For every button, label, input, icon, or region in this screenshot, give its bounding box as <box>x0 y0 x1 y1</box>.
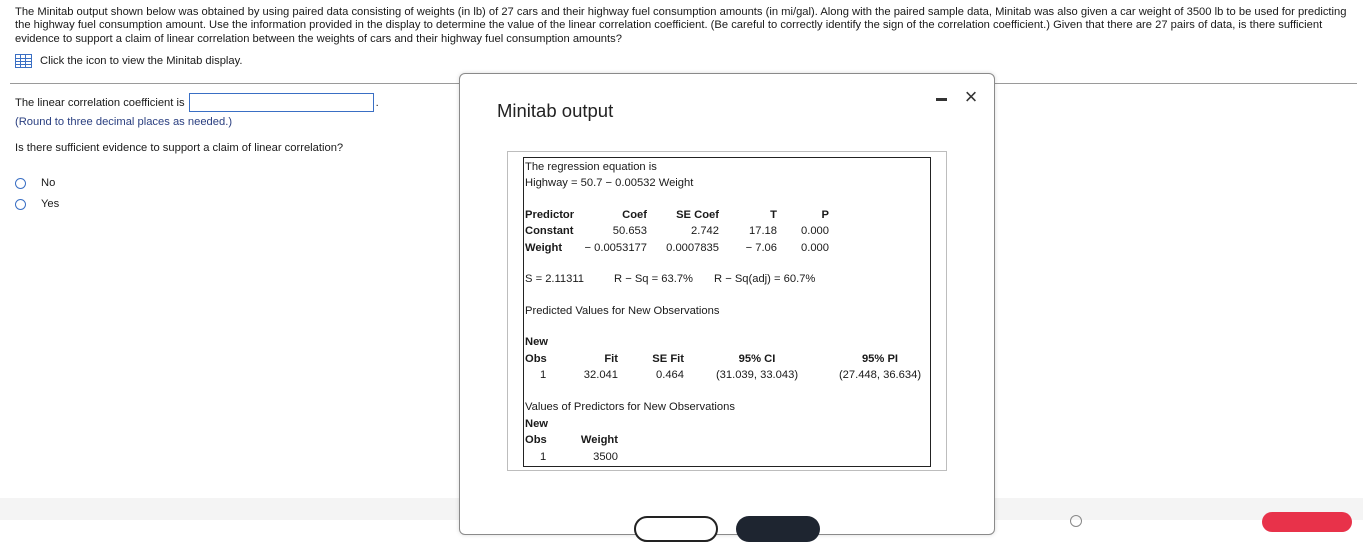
predictors-row-weight: 3500 <box>593 451 618 463</box>
coef-row-constant-p: 0.000 <box>801 225 829 237</box>
help-icon[interactable] <box>1070 515 1082 527</box>
pred-header-pi: 95% PI <box>861 353 899 365</box>
pred-header-obs: Obs <box>525 353 547 365</box>
lcc-row <box>15 93 379 112</box>
coef-header-predictor: Predictor <box>525 209 575 221</box>
close-icon[interactable]: × <box>964 84 978 109</box>
coef-header-coef: Coef <box>622 209 647 221</box>
table-grid-icon[interactable] <box>15 54 32 68</box>
minitab-output <box>523 157 931 467</box>
option-yes-label: Yes <box>41 198 60 210</box>
minitab-output-frame <box>507 151 947 471</box>
stat-rsq: R − Sq = 63.7% <box>614 273 693 285</box>
pred-header-fit: Fit <box>604 353 618 365</box>
radio-yes[interactable] <box>15 199 26 210</box>
check-answer-button[interactable] <box>1262 512 1352 532</box>
predicted-header: Predicted Values for New Observations <box>525 305 720 317</box>
coef-row-constant-name: Constant <box>525 225 574 237</box>
evidence-question: Is there sufficient evidence to support a claim of linear correlation? <box>15 142 344 154</box>
pred-row-sefit: 0.464 <box>656 369 684 381</box>
pred-new-label: New <box>525 336 549 348</box>
coef-row-weight-p: 0.000 <box>801 242 829 254</box>
pred-row-ci: (31.039, 33.043) <box>715 369 799 381</box>
coef-row-constant-secoef: 2.742 <box>691 225 719 237</box>
modal-title: Minitab output <box>497 100 614 121</box>
predictors-header-obs: Obs <box>525 434 547 446</box>
coef-row-weight-secoef: 0.0007835 <box>666 242 719 254</box>
minitab-modal <box>459 73 995 535</box>
regression-header: The regression equation is <box>525 161 657 173</box>
lcc-period: . <box>375 96 379 109</box>
pred-header-sefit: SE Fit <box>652 353 684 365</box>
predictors-header-weight: Weight <box>580 434 618 446</box>
question-text: The Minitab output shown below was obtained by using paired data consisting of weights (in lb) of 27 cars and their highway fuel consumption amounts (in mi/gal). Along with the paired sample data, Minitab was also given a car weight of 3500 lb to be used for predicting the highway fuel consumption amount. Use the information provided in the display to determine the value of the linear correlation coefficient. (Be careful to correctly identify the sign of the correlation coefficient.) Given that there are 27 pairs of data, is there sufficient evidence to support a claim of linear correlation between the weights of cars and their highway fuel consumption amounts? <box>15 6 1347 45</box>
regression-equation: Highway = 50.7 − 0.00532 Weight <box>525 177 694 189</box>
predictors-row-obs: 1 <box>540 451 547 463</box>
coef-row-weight-coef: − 0.0053177 <box>584 242 647 254</box>
coef-row-constant-t: 17.18 <box>749 225 777 237</box>
stat-s: S = 2.11311 <box>525 273 584 285</box>
coef-row-constant-coef: 50.653 <box>612 225 647 237</box>
pred-row-pi: (27.448, 36.634) <box>838 369 922 381</box>
coef-row-weight-t: − 7.06 <box>745 242 777 254</box>
option-no-label: No <box>41 177 56 189</box>
stat-rsq-adj: R − Sq(adj) = 60.7% <box>714 273 816 285</box>
coef-header-p: P <box>821 209 829 221</box>
coef-header-secoef: SE Coef <box>676 209 719 221</box>
round-note: (Round to three decimal places as needed.) <box>15 116 233 128</box>
option-yes[interactable] <box>15 198 59 210</box>
radio-no[interactable] <box>15 178 26 189</box>
lcc-label: The linear correlation coefficient is <box>15 96 185 109</box>
lcc-input[interactable] <box>189 93 374 112</box>
coef-row-weight-name: Weight <box>525 242 563 254</box>
pred-row-fit: 32.041 <box>583 369 618 381</box>
predictors-new-label: New <box>525 418 549 430</box>
predictors-header: Values of Predictors for New Observations <box>525 401 735 413</box>
pred-row-obs: 1 <box>540 369 547 381</box>
option-no[interactable] <box>15 177 55 189</box>
view-display-link[interactable] <box>15 53 243 69</box>
pred-header-ci: 95% CI <box>738 353 776 365</box>
minimize-icon[interactable] <box>936 93 948 105</box>
view-display-label: Click the icon to view the Minitab display. <box>40 55 243 67</box>
coef-header-t: T <box>770 209 777 221</box>
